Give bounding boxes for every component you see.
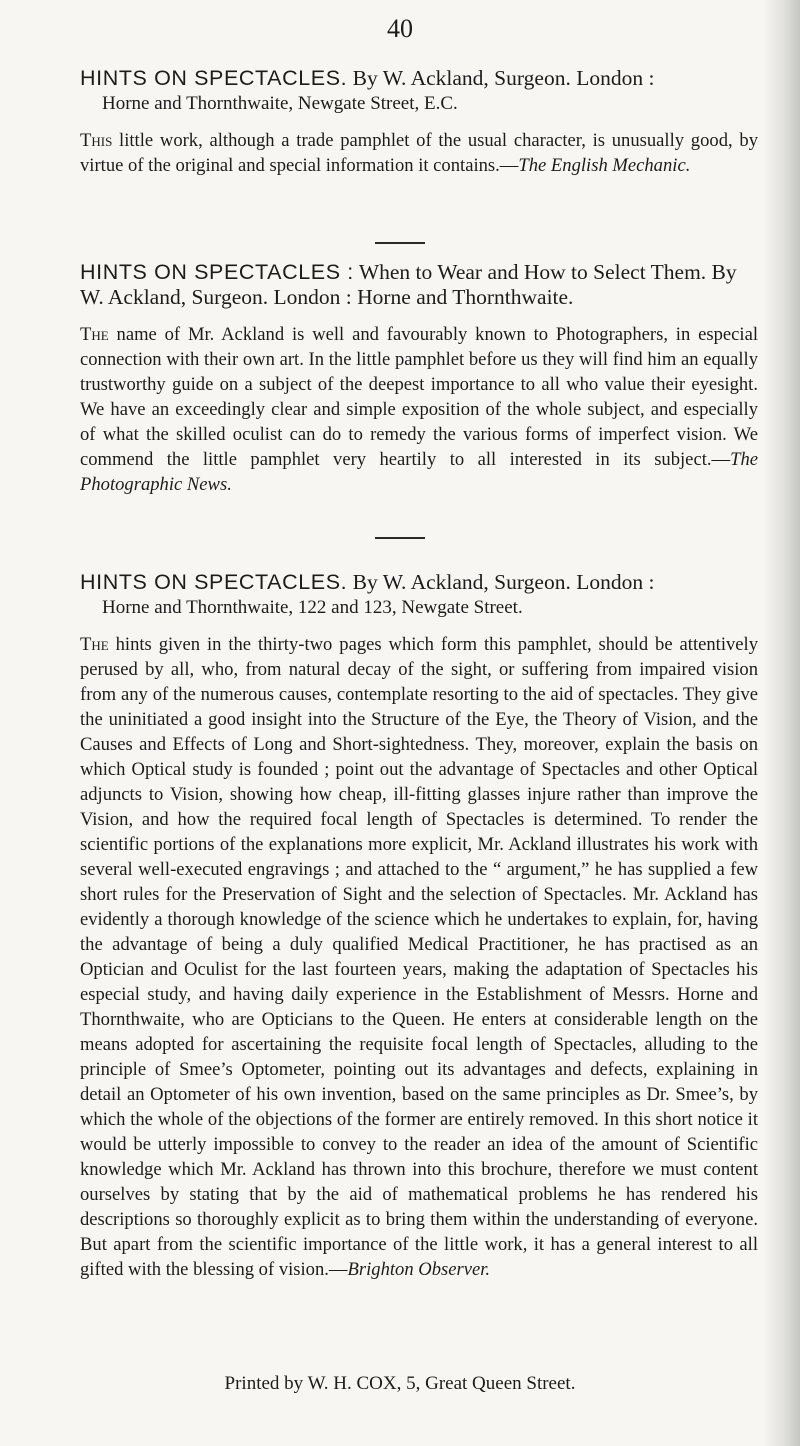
review-lead-word: This [80,130,113,151]
review-lead-word: The [80,324,109,345]
section-divider [375,537,425,539]
review-text: hints given in the thirty-two pages which form this pamphlet, should be attentively perused by all, who, from natural decay of the sight, or suffering from impaired vision from any of the numerous causes, contemplate resorting to the aid of spectacles. They give the uninitiated a good insight into the Structure of the Eye, the Theory of Vision, and the Causes and Effects of Long and Short-sightedness. They, moreover, explain the basis on which Optical study is founded ; point out the advantage of Spectacles and other Optical adjuncts to Vision, showing how cheap, ill-fitting glasses injure rather than improve the Vision, and how the required focal length of Spectacles is determined. To render the scientific portions of the explanations more explicit, Mr. Ackland illustrates his work with several well-executed engravings ; and attached to the “ argument,” he has supplied a few short rules for the Preservation of Sight and the selection of Spectacles. Mr. Ackland has evidently a thorough knowledge of the science which he undertakes to explain, for, having the advantage of being a duly qualified Medical Practitioner, he has practised as an Optician and Oculist for the last fourteen years, making the adaptation of Spectacles his especial study, and having daily experience in the Establishment of Messrs. Horne and Thornthwaite, who are Opticians to the Queen. He enters at considerable length on the means adopted for ascertaining the requisite focal length of Spectacles, alluding to the principle of Smee’s Optometer, pointing out its advantages and defects, explaining in detail an Optometer of his own invention, based on the same principles as Dr. Smee’s, by which the whole of the objections of the former are entirely removed. In this short notice it would be utterly impossible to convey to the reader an idea of the amount of Scientific knowledge which Mr. Ackland has thrown into this brochure, therefore we must content ourselves by stating that by the aid of mathematical problems he has rendered his descriptions so thoroughly explicit as to bring them within the understanding of everyone. But apart from the scientific importance of the little work, it has a general interest to all gifted with the blessing of vision.— [80,634,758,1280]
review-title: HINTS ON SPECTACLES. [80,66,348,90]
review-author-line: When to Wear and How to Select Them. By W. Ackland, Surgeon. London : Horne and Thornthwaite. [80,260,737,309]
review-publisher-line: Horne and Thornthwaite, Newgate Street, E.C. [102,93,458,114]
review-brighton-observer [80,570,758,1282]
review-photographic-news [80,260,758,497]
review-author-line: By W. Ackland, Surgeon. London : [347,66,655,90]
review-text: name of Mr. Ackland is well and favourably known to Photographers, in especial connection with their own art. In the little pamphlet before us they will find him an equally trustworthy guide on a subject of the deepest importance to all who value their eyesight. We have an exceedingly clear and simple exposition of the whole subject, and especially of what the skilled oculist can do to remedy the various forms of imperfect vision. We commend the little pamphlet very heartily to all interested in its subject.— [80,324,758,470]
review-english-mechanic [80,66,758,178]
review-lead-word: The [80,634,109,655]
review-heading [80,570,758,620]
review-title: HINTS ON SPECTACLES : [80,260,354,284]
review-title: HINTS ON SPECTACLES. [80,570,348,594]
page-number: 40 [387,14,413,43]
printer-imprint: Printed by W. H. COX, 5, Great Queen Street. [224,1373,576,1394]
page-edge-shadow [762,0,800,1446]
review-source: Brighton Observer. [347,1259,491,1280]
review-body [80,632,758,1282]
review-author-line: By W. Ackland, Surgeon. London : [347,570,655,594]
review-body [80,128,758,178]
review-heading [80,66,758,116]
review-body [80,322,758,497]
review-text: little work, although a trade pamphlet of the usual character, is unusually good, by virtue of the original and special information it contains.— [80,130,758,176]
review-source: The Photographic News. [80,449,758,495]
review-heading [80,260,758,310]
section-divider [375,242,425,244]
review-source: The English Mechanic. [518,155,691,176]
review-publisher-line: Horne and Thornthwaite, 122 and 123, Newgate Street. [102,597,523,618]
